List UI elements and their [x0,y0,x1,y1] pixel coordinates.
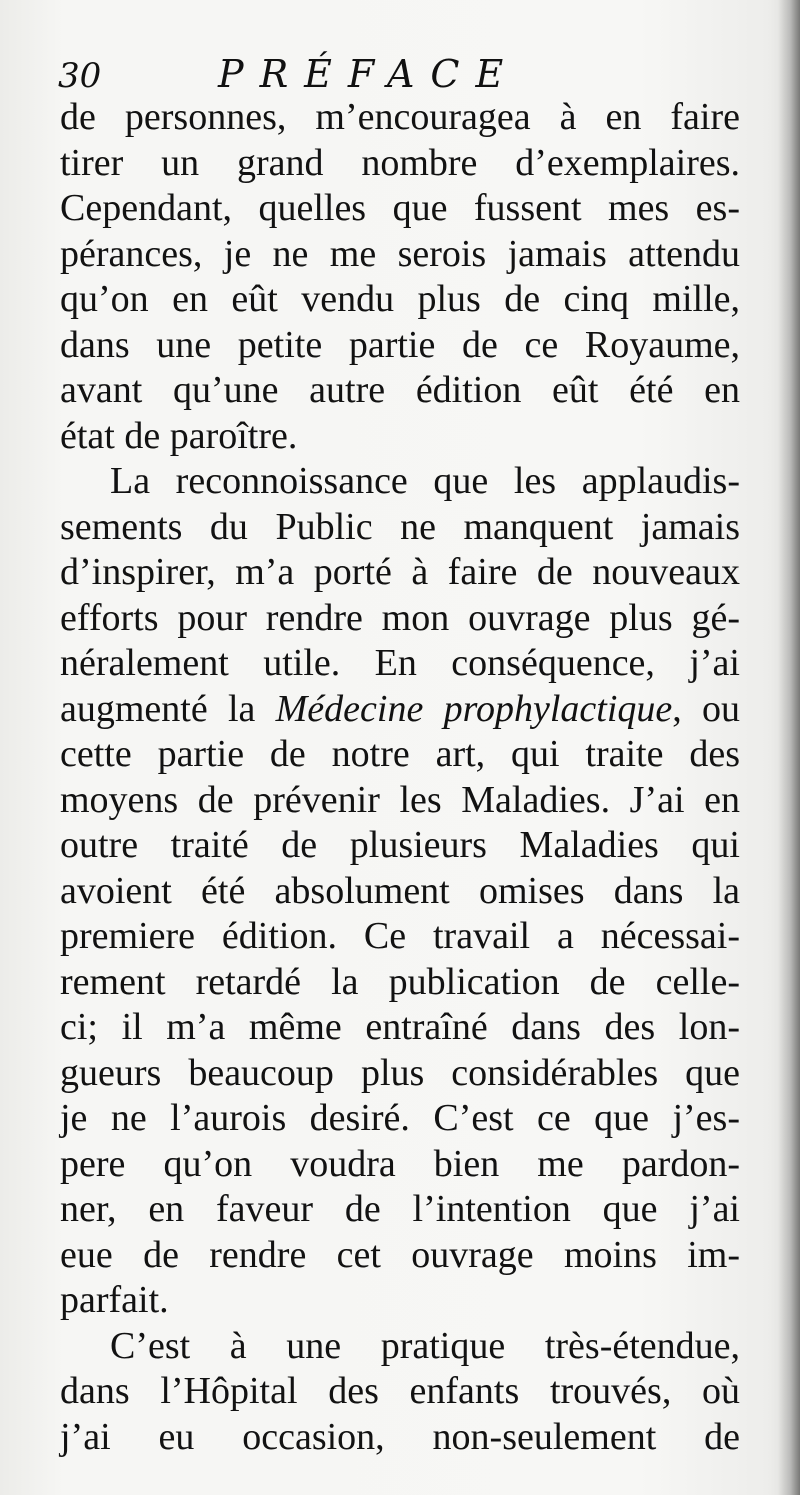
page-gutter-shadow [778,0,800,1495]
text-line: ner, en faveur de l’intention que j’ai [60,1188,740,1230]
text-line: avant qu’une autre édition eût été en [60,369,740,411]
text-line: eue de rendre cet ouvrage moins im- [60,1233,740,1276]
text-line-end: , ou [672,687,741,730]
text-line: outre traité de plusieurs Maladies qui [60,824,740,866]
text-line: moyens de prévenir les Maladies. J’ai en [60,778,740,821]
text-line: C’est à une pratique très-étendue, [110,1324,740,1367]
text-line: parfait. [60,1279,169,1321]
text-line: gueurs beaucoup plus considérables que [60,1051,740,1094]
running-head: PRÉFACE [218,52,520,96]
italic-term: Médecine prophylactique [275,687,673,730]
text-line: efforts pour rendre mon ouvrage plus gé- [60,596,740,639]
text-line: j’ai eu occasion, non-seulement de [60,1415,740,1458]
body-text [60,95,740,1460]
page-header [58,48,758,98]
text-line: dans l’Hôpital des enfants trouvés, où [60,1370,740,1412]
text-line-with-italic [60,687,740,733]
text-line: état de paroître. [60,414,298,457]
text-line: qu’on en eût vendu plus de cinq mille, [60,278,740,320]
text-line: rement retardé la publication de celle- [60,960,740,1003]
text-line: tirer un grand nombre d’exemplaires. [60,141,740,184]
text-line: pérances, je ne me serois jamais attendu [60,232,740,275]
text-line: Cependant, quelles que fussent mes es- [60,187,740,229]
text-line: néralement utile. En conséquence, j’ai [60,642,740,684]
text-line: premiere édition. Ce travail a nécessai- [60,915,740,957]
text-line: cette partie de notre art, qui traite des [60,733,740,775]
text-line: avoient été absolument omises dans la [60,869,740,912]
page-number: 30 [58,56,102,96]
text-line: ci; il m’a même entraîné dans des lon- [60,1006,740,1048]
text-line: je ne l’aurois desiré. C’est ce que j’es- [60,1097,740,1139]
text-line: pere qu’on voudra bien me pardon- [60,1142,740,1185]
text-line-start: augmenté la [60,687,276,730]
text-line: sements du Public ne manquent jamais [60,505,740,548]
text-line: La reconnoissance que les applaudis- [110,460,740,502]
text-line: dans une petite partie de ce Royaume, [60,323,740,366]
text-line: de personnes, m’encouragea à en faire [60,96,740,138]
text-line: d’inspirer, m’a porté à faire de nouveaux [60,551,740,593]
